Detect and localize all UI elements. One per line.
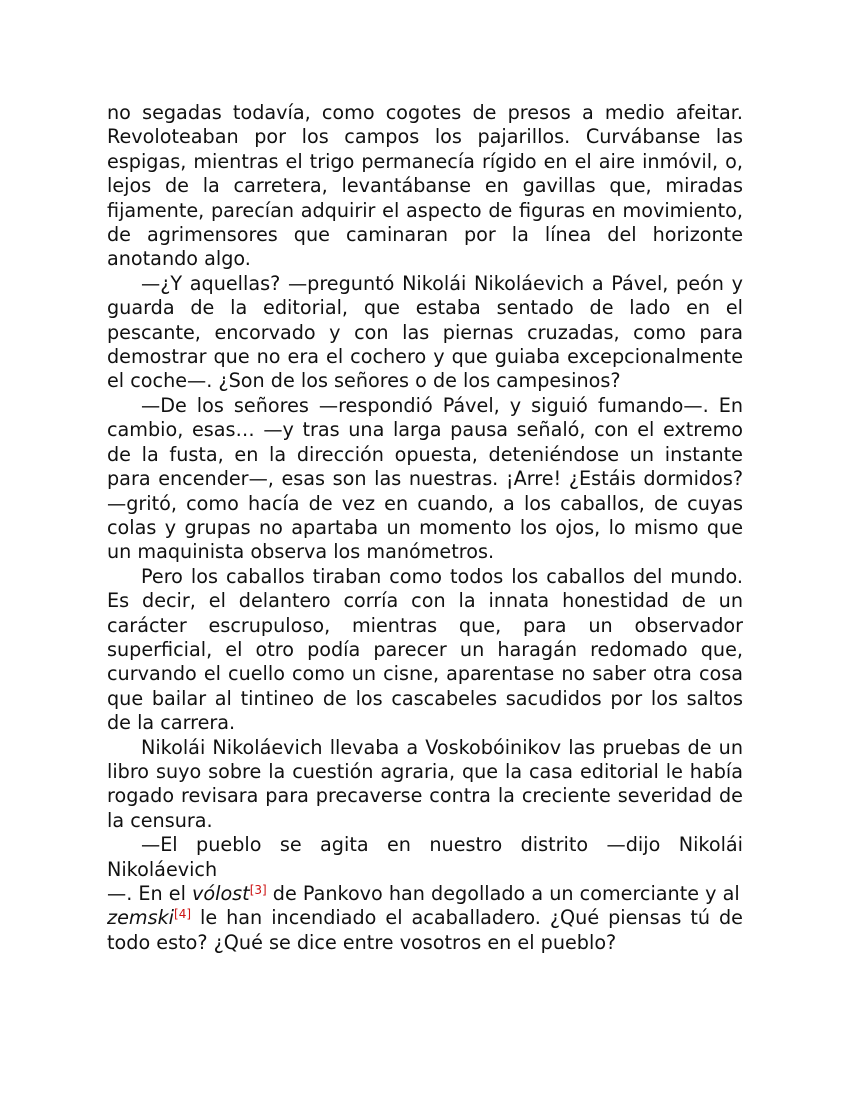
- term-zemski: zemski: [107, 906, 175, 930]
- paragraph-5: Nikolái Nikoláevich llevaba a Voskobóinikov las pruebas de un libro suyo sobre la cuestión agraria, que la casa editorial le había rogado revisara para precaverse contra la creciente severidad de la censura.: [107, 735, 743, 832]
- paragraph-4: Pero los caballos tiraban como todos los caballos del mundo. Es decir, el delantero corría con la innata honestidad de un carácter escrupuloso, mientras que, para un observador superficial, el otro podía parecer un haragán redomado que, curvando el cuello como un cisne, aparentase no saber otra cosa que bailar al tintineo de los cascabeles sacudidos por los saltos de la carrera.: [107, 564, 743, 735]
- paragraph-3: —De los señores —respondió Pável, y siguió fumando—. En cambio, esas… —y tras una larga pausa señaló, con el extremo de la fusta, en la dirección opuesta, deteniéndose un instante para encender—, esas son las nuestras. ¡Arre! ¿Estáis dormidos? —gritó, como hacía de vez en cuando, a los caballos, de cuyas colas y grupas no apartaba un momento los ojos, lo mismo que un maquinista observa los manómetros.: [107, 393, 743, 564]
- paragraph-6-line-1: —El pueblo se agita en nuestro distrito —dijo Nikolái Nikoláevich: [107, 833, 743, 881]
- footnote-link-3[interactable]: [3]: [249, 883, 267, 897]
- page-text-body: [107, 101, 743, 955]
- term-volost: vólost: [192, 882, 250, 905]
- paragraph-2: —¿Y aquellas? —preguntó Nikolái Nikoláevich a Pável, peón y guarda de la editorial, que estaba sentado de lado en el pescante, encorvado y con las piernas cruzadas, como para demostrar que no era el cochero y que guiaba excepcionalmente el coche—. ¿Son de los señores o de los campesinos?: [107, 271, 743, 393]
- paragraph-6-text-c: le han incendiado el acaballadero. ¿Qué piensas tú de todo esto? ¿Qué se dice entre vosotros en el pueblo?: [107, 906, 743, 954]
- footnote-link-4[interactable]: [4]: [174, 907, 192, 922]
- paragraph-1: no segadas todavía, como cogotes de presos a medio afeitar. Revoloteaban por los campos los pajarillos. Curvábanse las espigas, mientras el trigo permanecía rígido en el aire inmóvil, o, lejos de la carretera, levantábanse en gavillas que, miradas fijamente, parecían adquirir el aspecto de figuras en movimiento, de agrimensores que caminaran por la línea del horizonte anotando algo.: [107, 101, 743, 271]
- paragraph-6-text-b: de Pankovo han degollado a un comerciante y al: [266, 882, 740, 905]
- paragraph-6: [107, 833, 743, 955]
- paragraph-6-text-a: —. En el: [107, 882, 193, 905]
